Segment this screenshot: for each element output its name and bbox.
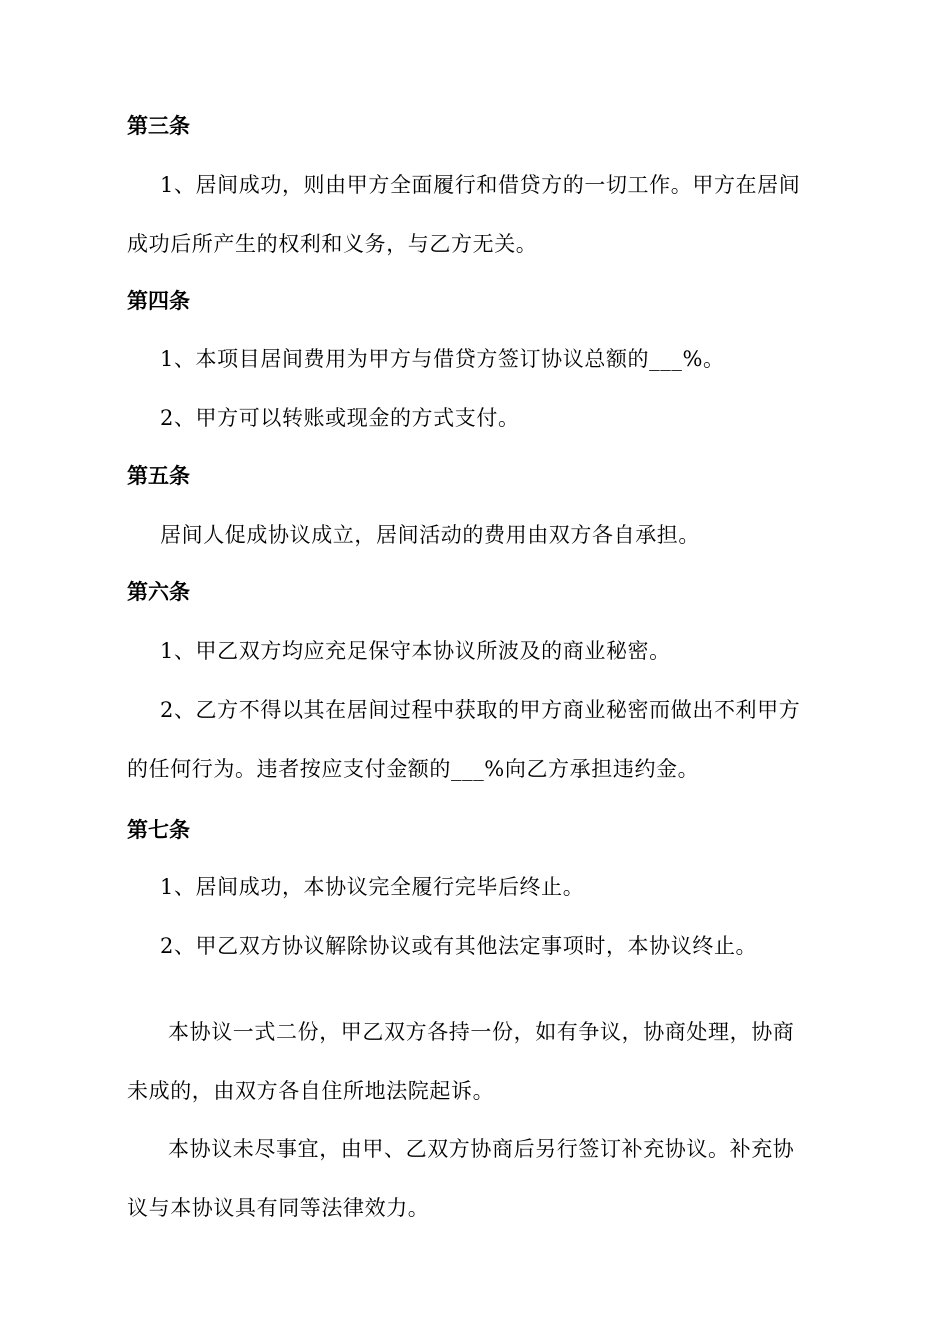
copies-clause: 本协议一式二份，甲乙双方各持一份，如有争议，协商处理，协商: [168, 1020, 795, 1044]
article-6-clause-1: 1、甲乙双方均应充足保守本协议所波及的商业秘密。: [160, 639, 671, 663]
article-6-clause-2-cont: 的任何行为。违者按应支付金额的___%向乙方承担违约金。: [127, 757, 700, 781]
article-4-heading: 第四条: [127, 289, 190, 313]
article-5-text: 居间人促成协议成立，居间活动的费用由双方各自承担。: [160, 523, 700, 547]
article-3-clause-1-cont: 成功后所产生的权利和义务，与乙方无关。: [127, 232, 538, 256]
article-3-clause-1: 1、居间成功，则由甲方全面履行和借贷方的一切工作。甲方在居间: [160, 173, 801, 197]
article-6-heading: 第六条: [127, 580, 190, 604]
supplement-clause: 本协议未尽事宜，由甲、乙双方协商后另行签订补充协议。补充协: [168, 1137, 795, 1161]
article-7-clause-2: 2、甲乙双方协议解除协议或有其他法定事项时，本协议终止。: [160, 934, 758, 958]
article-5-heading: 第五条: [127, 464, 190, 488]
copies-clause-cont: 未成的，由双方各自住所地法院起诉。: [127, 1079, 495, 1103]
article-7-heading: 第七条: [127, 818, 190, 842]
article-6-clause-2: 2、乙方不得以其在居间过程中获取的甲方商业秘密而做出不利甲方: [160, 698, 801, 722]
article-4-clause-2: 2、甲方可以转账或现金的方式支付。: [160, 406, 520, 430]
article-4-clause-1: 1、本项目居间费用为甲方与借贷方签订协议总额的___%。: [160, 347, 725, 371]
article-7-clause-1: 1、居间成功，本协议完全履行完毕后终止。: [160, 875, 585, 899]
supplement-clause-cont: 议与本协议具有同等法律效力。: [127, 1196, 430, 1220]
article-3-heading: 第三条: [127, 114, 190, 138]
